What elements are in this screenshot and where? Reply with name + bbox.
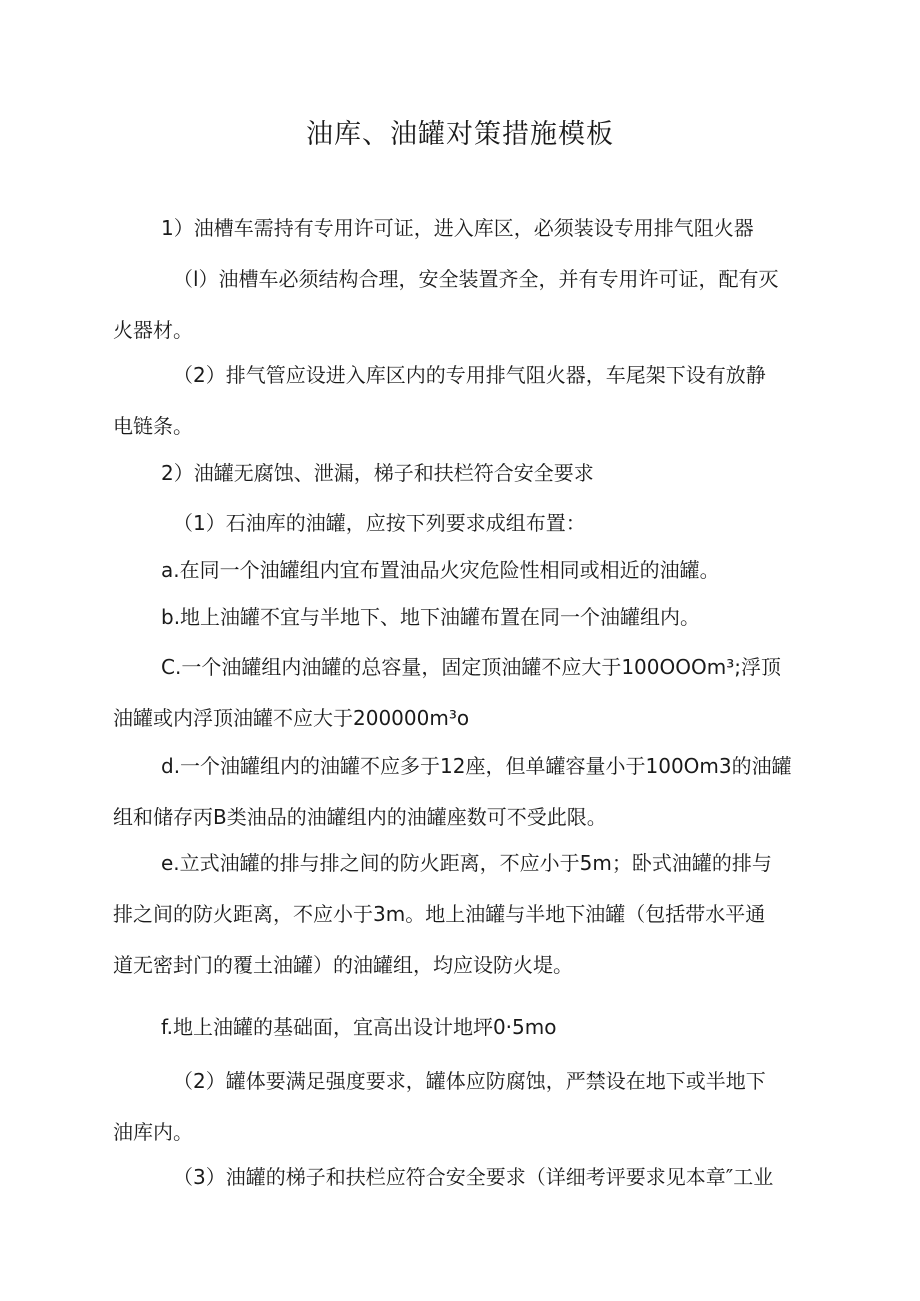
text-line: 火器材。: [113, 318, 193, 342]
text-line: （3）油罐的梯子和扶栏应符合安全要求（详细考评要求见本章″工业: [173, 1165, 774, 1189]
text-line: C.一个油罐组内油罐的总容量，固定顶油罐不应大于100OOOm³;浮顶: [161, 655, 781, 679]
text-line: （2）排气管应设进入库区内的专用排气阻火器，车尾架下设有放静: [173, 363, 766, 387]
paragraph-5: [113, 498, 813, 549]
text-line: 1）油槽车需持有专用许可证，进入库区，必须装设专用排气阻火器: [161, 216, 754, 240]
paragraph-2: [113, 254, 813, 356]
document-title: 油库、油罐对策措施模板: [306, 119, 614, 150]
paragraph-6: [113, 545, 813, 596]
text-line: （l）油槽车必须结构合理，安全装置齐全，并有专用许可证，配有灭: [173, 267, 779, 291]
text-line: e.立式油罐的排与排之间的防火距离，不应小于5m；卧式油罐的排与: [161, 851, 772, 875]
text-line: 电链条。: [113, 414, 193, 438]
text-line: b.地上油罐不宜与半地下、地下油罐布置在同一个油罐组内。: [161, 605, 701, 629]
paragraph-12: [113, 1056, 813, 1158]
paragraph-13: [113, 1152, 813, 1203]
text-line: d.一个油罐组内的油罐不应多于12座，但单罐容量小于100Om3的油罐: [161, 754, 792, 778]
text-line: 2）油罐无腐蚀、泄漏，梯子和扶栏符合安全要求: [161, 461, 594, 485]
paragraph-11: [113, 1002, 813, 1053]
text-line: 组和储存丙B类油品的油罐组内的油罐座数可不受此限。: [113, 805, 607, 829]
text-line: a.在同一个油罐组内宜布置油品火灾危险性相同或相近的油罐。: [161, 558, 720, 582]
paragraph-8: [113, 642, 813, 744]
text-line: 道无密封门的覆土油罐）的油罐组，均应设防火堤。: [113, 953, 573, 977]
text-line: 油罐或内浮顶油罐不应大于200000m³o: [113, 706, 470, 730]
text-line: f.地上油罐的基础面，宜高出设计地坪0·5mo: [161, 1015, 557, 1039]
text-line: （2）罐体要满足强度要求，罐体应防腐蚀，严禁设在地下或半地下: [173, 1069, 766, 1093]
paragraph-9: [113, 741, 813, 843]
paragraph-7: [113, 592, 813, 643]
text-line: 排之间的防火距离，不应小于3m。地上油罐与半地下油罐（包括带水平通: [113, 902, 766, 926]
paragraph-10: [113, 838, 813, 991]
paragraph-1: [113, 203, 813, 254]
paragraph-3: [113, 350, 813, 452]
paragraph-4: [113, 448, 813, 499]
text-line: 油库内。: [113, 1120, 193, 1144]
text-line: （1）石油库的油罐，应按下列要求成组布置：: [173, 511, 586, 535]
